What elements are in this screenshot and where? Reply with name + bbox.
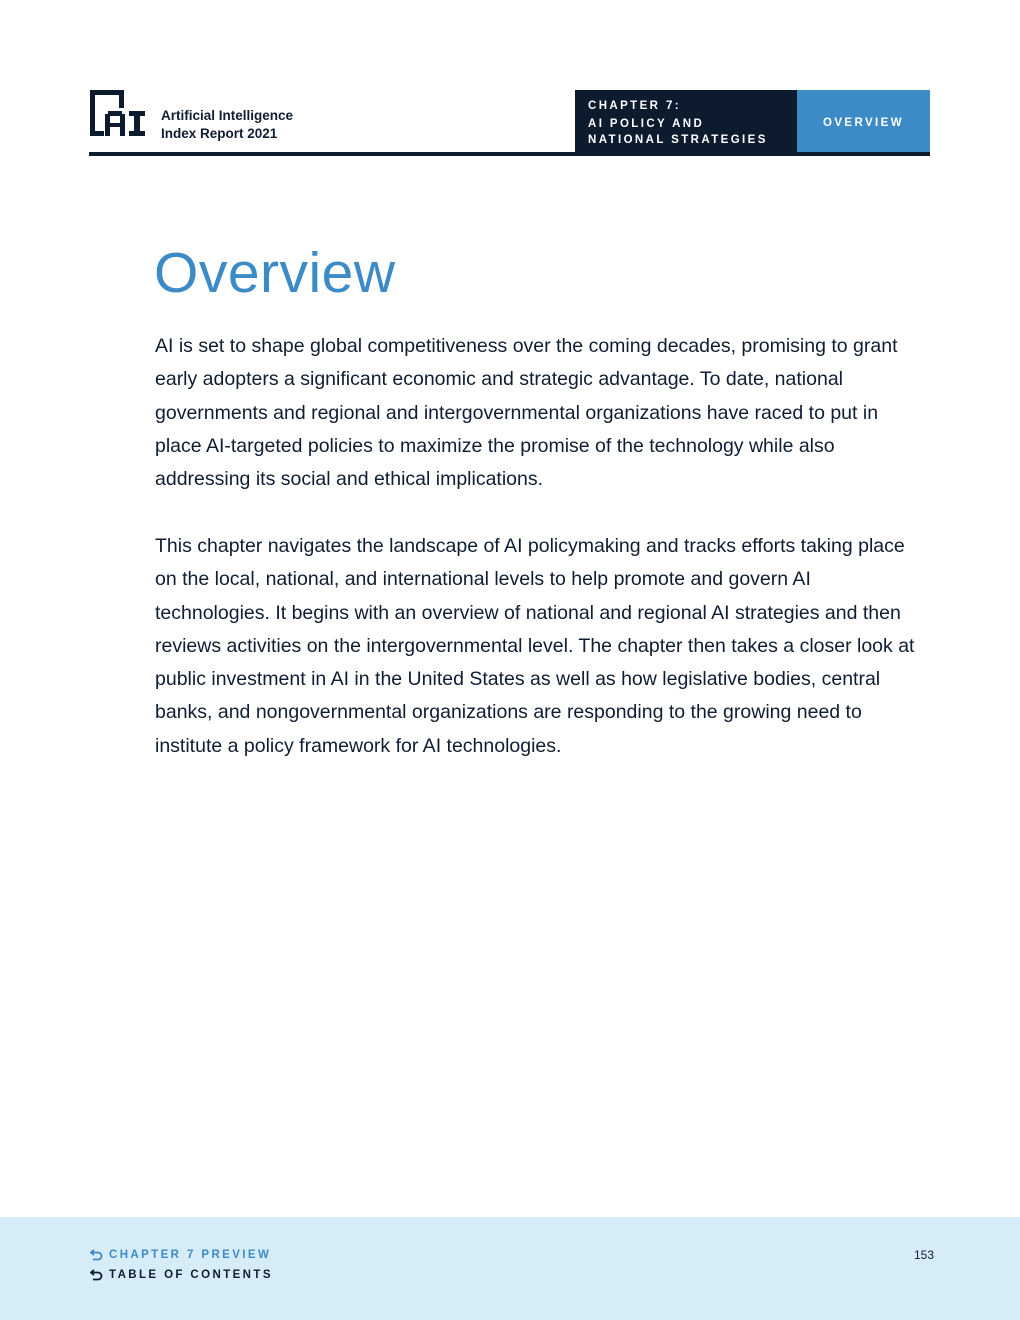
chapter-number: CHAPTER 7: [588,100,682,112]
report-title-line1: Artificial Intelligence [161,108,294,123]
return-arrow-icon [90,1268,103,1281]
report-title-line2: Index Report 2021 [161,126,278,141]
header-divider [89,152,930,156]
chapter-summary-paragraph: This chapter navigates the landscape of AI policymaking and tracks efforts taking place on the local, national, and international levels to help promote and govern AI technologies. It begins with an overview of national and regional AI strategies and then reviews activities on the intergovernmental level. The chapter then takes a closer look at public investment in AI in the United States as well as how legislative bodies, central banks, and nongovernmental organizations are responding to the growing need to institute a policy framework for AI technologies. [155,535,915,757]
chapter-label[interactable] [575,90,797,154]
intro-paragraph: AI is set to shape global competitiveness over the coming decades, promising to grant early adopters a significant economic and strategic advantage. To date, national governments and regional and intergovernmental organizations have raced to put in place AI-targeted policies to maximize the promise of the technology while also addressing its social and ethical implications. [155,335,898,491]
section-tab-overview[interactable] [797,90,930,154]
ai-index-logo [89,90,147,140]
page-title: Overview [154,241,396,305]
chapter-title-line2: NATIONAL STRATEGIES [588,134,768,146]
page-number: 153 [913,1248,934,1262]
table-of-contents-link[interactable] [90,1268,273,1281]
page-footer [0,1217,1020,1320]
return-arrow-icon [90,1248,103,1261]
chapter-preview-link[interactable] [90,1248,271,1261]
section-tab-label: OVERVIEW [823,117,904,129]
page-header [89,90,930,157]
report-title [161,107,293,143]
table-of-contents-label: TABLE OF CONTENTS [109,1268,273,1281]
chapter-title-line1: AI POLICY AND [588,118,705,130]
chapter-preview-label: CHAPTER 7 PREVIEW [109,1248,272,1261]
